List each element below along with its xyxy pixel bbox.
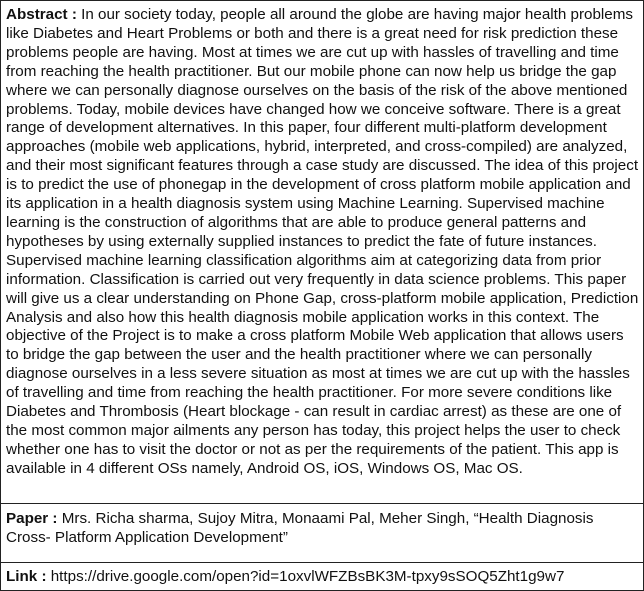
link-url[interactable]: https://drive.google.com/open?id=1oxvlWFZBsBK3M-tpxy9sSOQ5Zht1g9w7 <box>50 568 565 585</box>
paper-section <box>1 510 643 554</box>
section-divider <box>1 503 643 504</box>
abstract-text: In our society today, people all around the globe are having major health problems like Diabetes and Heart Problems or both and there is a great need for risk prediction these problems people are having. Most at times we are cut up with hassles of travelling and time from reaching the health practitioner. But our mobile phone can now help us bridge the gap where we can personally diagnose ourselves on the basis of the risk of the above mentioned problems. Today, mobile devices have changed how we conceive software. There is a great range of development alternatives. In this paper, four different multi-platform development approaches (mobile web applications, hybrid, interpreted, and cross-compiled) are analyzed, and their most significant features through a case study are discussed. The idea of this project is to predict the use of phonegap in the development of cross platform mobile application and its application in a health diagnosis system using Machine Learning. Supervised machine learning is the construction of algorithms that are able to produce general patterns and hypotheses by using externally supplied instances to predict the fate of future instances. Supervised machine learning classification algorithms aim at categorizing data from prior information. Classification is carried out very frequently in data science problems. This paper will give us a clear understanding on Phone Gap, cross-platform mobile application, Prediction Analysis and also how this health diagnosis mobile application works in this context. The objective of the Project is to make a cross platform Mobile Web application that allows users to bridge the gap between the user and the health practitioner where we can personally diagnose ourselves in a less severe situation as most at times we are cut up with the hassles of travelling and time from reaching the health practitioner. For more severe conditions like Diabetes and Thrombosis (Heart blockage - can result in cardiac arrest) as these are one of the most common major ailments any person has today, this project helps the user to check whether one has to visit the doctor or not as per the requirements of the patient. This app is available in 4 different OSs namely, Android OS, iOS, Windows OS, Mac OS. <box>6 6 639 477</box>
section-divider <box>1 562 643 563</box>
link-label: Link : <box>6 568 47 585</box>
paper-label: Paper : <box>6 510 58 527</box>
abstract-section <box>1 6 643 502</box>
link-section <box>1 568 643 588</box>
paper-citation: Mrs. Richa sharma, Sujoy Mitra, Monaami Pal, Meher Singh, “Health Diagnosis Cross- Platform Application Development” <box>6 510 594 546</box>
abstract-label: Abstract : <box>6 6 77 23</box>
